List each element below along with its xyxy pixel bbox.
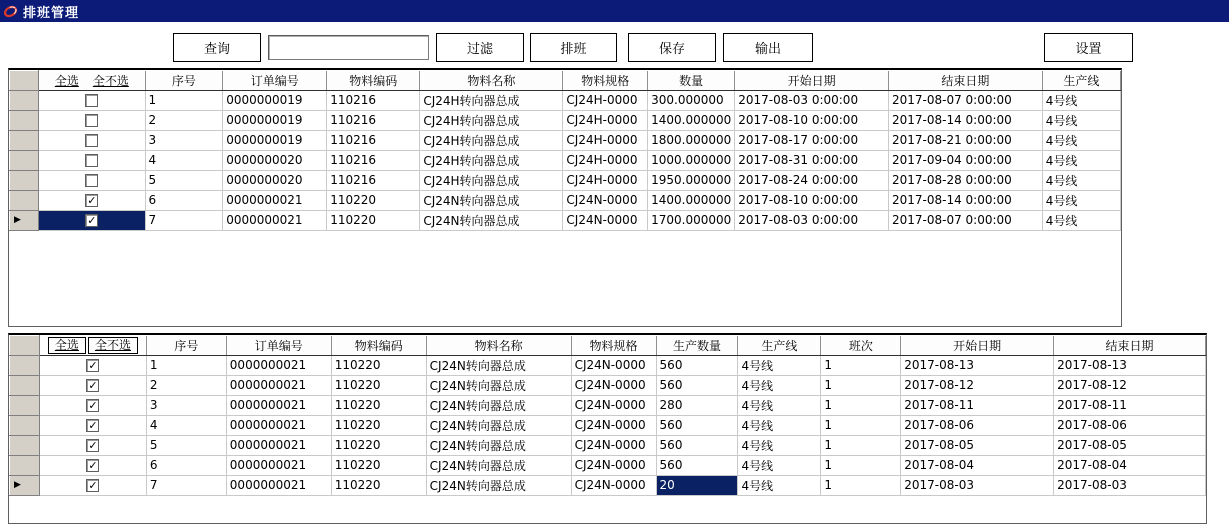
column-header[interactable]: 序号 (145, 71, 223, 91)
cell[interactable]: 1000.000000 (648, 150, 735, 170)
cell[interactable]: 0000000019 (223, 110, 327, 130)
cell[interactable]: 2017-08-10 0:00:00 (735, 110, 889, 130)
orders-grid (8, 68, 1122, 327)
table-row (10, 150, 1121, 170)
cell[interactable]: 5 (145, 170, 223, 190)
cell[interactable]: 2017-08-21 0:00:00 (888, 130, 1042, 150)
cell[interactable]: 1 (145, 90, 223, 110)
query-button[interactable]: 查询 (173, 33, 261, 62)
cell[interactable]: 2017-08-13 (901, 355, 1054, 375)
cell[interactable]: 110220 (331, 415, 426, 435)
cell[interactable]: 2 (146, 375, 226, 395)
cell[interactable]: 4号线 (1042, 210, 1120, 230)
cell[interactable]: 0000000020 (223, 170, 327, 190)
column-header[interactable]: 开始日期 (735, 71, 889, 91)
cell[interactable]: 6 (146, 455, 226, 475)
output-button[interactable]: 输出 (723, 33, 813, 62)
cell[interactable]: 7 (145, 210, 223, 230)
cell[interactable]: 1800.000000 (648, 130, 735, 150)
row-header[interactable] (10, 475, 40, 495)
row-header[interactable] (10, 150, 39, 170)
row-header[interactable] (10, 455, 40, 475)
select-all-link[interactable]: 全选 (54, 73, 79, 88)
checkbox-cell[interactable] (39, 475, 146, 495)
cell[interactable]: 110220 (327, 190, 420, 210)
checkbox-cell[interactable] (39, 130, 145, 150)
cell[interactable]: 6 (145, 190, 223, 210)
cell[interactable]: CJ24H转向器总成 (420, 110, 563, 130)
table-row (10, 415, 1206, 435)
cell[interactable]: CJ24N转向器总成 (426, 475, 571, 495)
row-checkbox[interactable]: ✓ (87, 194, 97, 207)
row-header[interactable] (10, 395, 40, 415)
cell[interactable]: 2017-08-11 (901, 395, 1054, 415)
cell[interactable]: 5 (146, 435, 226, 455)
cell[interactable]: 560 (656, 455, 738, 475)
cell[interactable]: CJ24N转向器总成 (426, 415, 571, 435)
cell[interactable]: 1 (146, 355, 226, 375)
cell[interactable]: 2017-08-03 (901, 475, 1054, 495)
cell[interactable]: 4号线 (1042, 170, 1120, 190)
cell[interactable]: 2017-08-12 (1054, 375, 1206, 395)
cell[interactable]: 3 (145, 130, 223, 150)
cell[interactable]: CJ24N-0000 (571, 435, 656, 455)
row-header[interactable] (10, 210, 39, 230)
row-checkbox[interactable]: ✓ (88, 479, 98, 492)
table-row (10, 375, 1206, 395)
cell[interactable]: 560 (656, 355, 738, 375)
cell[interactable]: CJ24N转向器总成 (426, 395, 571, 415)
window-titlebar (0, 0, 1229, 22)
cell[interactable]: 2017-08-24 0:00:00 (735, 170, 889, 190)
cell[interactable]: 4号线 (738, 375, 821, 395)
cell[interactable]: 2017-08-14 0:00:00 (888, 110, 1042, 130)
cell[interactable]: CJ24N转向器总成 (426, 455, 571, 475)
cell[interactable]: CJ24H转向器总成 (420, 90, 563, 110)
cell[interactable]: 0000000021 (226, 375, 331, 395)
column-header[interactable]: 开始日期 (901, 336, 1054, 356)
cell[interactable]: 1 (821, 435, 901, 455)
search-input[interactable] (268, 35, 429, 60)
cell[interactable]: 560 (656, 415, 738, 435)
cell[interactable]: 2017-08-03 0:00:00 (735, 90, 889, 110)
schedule-button[interactable]: 排班 (530, 33, 617, 62)
grid-corner-cell (10, 71, 39, 91)
column-header[interactable]: 物料编码 (331, 336, 426, 356)
grid-header-row (10, 71, 1121, 91)
cell[interactable]: 2017-08-06 (1054, 415, 1206, 435)
settings-button[interactable]: 设置 (1044, 33, 1133, 62)
cell[interactable]: CJ24H-0000 (563, 90, 648, 110)
row-header[interactable] (10, 110, 39, 130)
cell[interactable]: 4号线 (1042, 90, 1120, 110)
checkbox-cell[interactable] (39, 90, 145, 110)
table-row (10, 475, 1206, 495)
cell[interactable]: 2017-08-03 (1054, 475, 1206, 495)
cell[interactable]: 2017-08-04 (901, 455, 1054, 475)
row-header[interactable] (10, 415, 40, 435)
cell[interactable]: 0000000021 (226, 435, 331, 455)
cell[interactable]: 300.000000 (648, 90, 735, 110)
cell[interactable]: 110220 (331, 455, 426, 475)
cell[interactable]: 1400.000000 (648, 190, 735, 210)
cell[interactable]: CJ24H-0000 (563, 130, 648, 150)
cell[interactable]: CJ24H-0000 (563, 150, 648, 170)
cell[interactable]: CJ24H转向器总成 (420, 130, 563, 150)
select-column-header (39, 336, 146, 356)
cell[interactable]: 2017-08-07 0:00:00 (888, 210, 1042, 230)
cell[interactable]: 0000000021 (223, 210, 327, 230)
cell[interactable]: 1 (821, 355, 901, 375)
deselect-all-link[interactable]: 全不选 (92, 73, 129, 88)
cell[interactable]: 1 (821, 415, 901, 435)
current-row-marker-icon: ▶ (14, 215, 21, 225)
cell[interactable]: 2017-08-28 0:00:00 (888, 170, 1042, 190)
cell[interactable]: 110216 (327, 110, 420, 130)
row-header[interactable] (10, 375, 40, 395)
cell[interactable]: 1 (821, 395, 901, 415)
cell[interactable]: CJ24N-0000 (571, 455, 656, 475)
cell[interactable]: 4号线 (738, 435, 821, 455)
cell[interactable]: 4号线 (1042, 150, 1120, 170)
cell[interactable]: 110220 (331, 375, 426, 395)
column-header[interactable]: 订单编号 (226, 336, 331, 356)
cell[interactable]: 1 (821, 455, 901, 475)
row-checkbox[interactable]: ✓ (88, 459, 98, 472)
row-checkbox[interactable]: ✓ (88, 439, 98, 452)
column-header[interactable]: 生产数量 (656, 336, 738, 356)
row-checkbox[interactable]: ✓ (88, 359, 98, 372)
column-header[interactable]: 结束日期 (1054, 336, 1206, 356)
grid-header-row (10, 336, 1206, 356)
cell[interactable]: 4 (145, 150, 223, 170)
checkbox-cell[interactable] (39, 435, 146, 455)
row-header[interactable] (10, 130, 39, 150)
cell[interactable]: 4号线 (738, 395, 821, 415)
cell[interactable]: CJ24N-0000 (571, 375, 656, 395)
cell[interactable]: 4 (146, 415, 226, 435)
cell[interactable]: 2017-08-12 (901, 375, 1054, 395)
cell[interactable]: 2017-09-04 0:00:00 (888, 150, 1042, 170)
cell[interactable]: 110220 (331, 395, 426, 415)
column-header[interactable]: 订单编号 (223, 71, 327, 91)
cell[interactable]: 4号线 (738, 475, 821, 495)
cell[interactable]: 2017-08-04 (1054, 455, 1206, 475)
select-all-link[interactable]: 全选 (48, 337, 86, 354)
column-header[interactable]: 序号 (146, 336, 226, 356)
row-checkbox[interactable]: ✓ (87, 214, 97, 227)
checkbox-cell[interactable] (39, 190, 145, 210)
cell[interactable]: CJ24N-0000 (563, 190, 648, 210)
cell[interactable]: CJ24H转向器总成 (420, 170, 563, 190)
cell[interactable]: 0000000021 (226, 455, 331, 475)
cell[interactable]: CJ24N-0000 (571, 415, 656, 435)
row-header[interactable] (10, 90, 39, 110)
cell[interactable]: 0000000019 (223, 90, 327, 110)
deselect-all-link[interactable]: 全不选 (88, 337, 138, 354)
current-row-marker-icon: ▶ (14, 480, 21, 490)
cell[interactable]: CJ24N转向器总成 (426, 355, 571, 375)
cell[interactable]: 2017-08-07 0:00:00 (888, 90, 1042, 110)
cell[interactable]: 0000000021 (226, 475, 331, 495)
column-header[interactable]: 生产线 (1042, 71, 1120, 91)
table-row (10, 210, 1121, 230)
cell[interactable]: 2017-08-14 0:00:00 (888, 190, 1042, 210)
cell[interactable]: 4号线 (1042, 130, 1120, 150)
cell[interactable]: 1950.000000 (648, 170, 735, 190)
checkbox-cell[interactable] (39, 110, 145, 130)
cell[interactable]: 0000000021 (226, 395, 331, 415)
checkbox-cell[interactable] (39, 455, 146, 475)
cell[interactable]: 2017-08-06 (901, 415, 1054, 435)
select-column-header (39, 71, 145, 91)
cell[interactable]: 110216 (327, 170, 420, 190)
column-header[interactable]: 生产线 (738, 336, 821, 356)
cell[interactable]: 2017-08-05 (1054, 435, 1206, 455)
cell[interactable]: 110216 (327, 150, 420, 170)
cell[interactable]: 2017-08-31 0:00:00 (735, 150, 889, 170)
cell[interactable]: 0000000019 (223, 130, 327, 150)
cell[interactable]: 1400.000000 (648, 110, 735, 130)
save-button[interactable]: 保存 (628, 33, 716, 62)
checkbox-cell[interactable] (39, 170, 145, 190)
cell[interactable]: 2 (145, 110, 223, 130)
cell[interactable]: 110220 (331, 435, 426, 455)
cell[interactable]: 4号线 (738, 455, 821, 475)
window-title: 排班管理 (23, 5, 80, 21)
column-header[interactable]: 物料名称 (420, 71, 563, 91)
row-checkbox[interactable] (85, 174, 98, 187)
cell[interactable]: CJ24H转向器总成 (420, 150, 563, 170)
table-row (10, 130, 1121, 150)
cell[interactable]: 110216 (327, 130, 420, 150)
cell[interactable]: 3 (146, 395, 226, 415)
row-header[interactable] (10, 435, 40, 455)
row-checkbox[interactable] (85, 94, 98, 107)
cell[interactable]: CJ24N-0000 (563, 210, 648, 230)
table-row (10, 455, 1206, 475)
data-grid-table (9, 335, 1206, 496)
cell[interactable]: 2017-08-03 0:00:00 (735, 210, 889, 230)
cell[interactable]: 1 (821, 375, 901, 395)
cell[interactable]: 110220 (331, 475, 426, 495)
cell[interactable]: 2017-08-17 0:00:00 (735, 130, 889, 150)
cell[interactable]: CJ24N-0000 (571, 475, 656, 495)
row-checkbox[interactable]: ✓ (88, 399, 98, 412)
checkbox-cell[interactable] (39, 210, 145, 230)
row-checkbox[interactable]: ✓ (88, 419, 98, 432)
filter-button[interactable]: 过滤 (436, 33, 524, 62)
cell[interactable]: CJ24H-0000 (563, 170, 648, 190)
cell[interactable]: 2017-08-11 (1054, 395, 1206, 415)
column-header[interactable]: 物料规格 (571, 336, 656, 356)
data-grid-table (9, 70, 1121, 231)
row-checkbox[interactable] (85, 154, 98, 167)
cell[interactable]: 110220 (331, 355, 426, 375)
column-header[interactable]: 结束日期 (888, 71, 1042, 91)
cell[interactable]: CJ24N转向器总成 (420, 190, 563, 210)
cell[interactable]: 0000000021 (226, 355, 331, 375)
column-header[interactable]: 班次 (821, 336, 901, 356)
cell[interactable]: 20 (656, 475, 738, 495)
cell[interactable]: CJ24H-0000 (563, 110, 648, 130)
cell[interactable]: CJ24N转向器总成 (426, 435, 571, 455)
cell[interactable]: 4号线 (738, 415, 821, 435)
cell[interactable]: CJ24N-0000 (571, 395, 656, 415)
row-checkbox[interactable] (85, 114, 98, 127)
checkbox-cell[interactable] (39, 415, 146, 435)
row-header[interactable] (10, 170, 39, 190)
table-row (10, 90, 1121, 110)
table-row (10, 435, 1206, 455)
cell[interactable]: 560 (656, 375, 738, 395)
cell[interactable]: 2017-08-05 (901, 435, 1054, 455)
row-checkbox[interactable] (85, 134, 98, 147)
row-header[interactable] (10, 355, 40, 375)
cell[interactable]: CJ24N-0000 (571, 355, 656, 375)
row-header[interactable] (10, 190, 39, 210)
column-header[interactable]: 物料规格 (563, 71, 648, 91)
cell[interactable]: 4号线 (1042, 110, 1120, 130)
column-header[interactable]: 物料名称 (426, 336, 571, 356)
cell[interactable]: 110216 (327, 90, 420, 110)
table-row (10, 190, 1121, 210)
schedule-grid (8, 333, 1207, 524)
cell[interactable]: 0000000021 (226, 415, 331, 435)
cell[interactable]: 4号线 (1042, 190, 1120, 210)
app-icon (3, 4, 18, 19)
cell[interactable]: 560 (656, 435, 738, 455)
cell[interactable]: CJ24N转向器总成 (420, 210, 563, 230)
cell[interactable]: 2017-08-13 (1054, 355, 1206, 375)
table-row (10, 355, 1206, 375)
cell[interactable]: 0000000020 (223, 150, 327, 170)
row-checkbox[interactable]: ✓ (88, 379, 98, 392)
checkbox-cell[interactable] (39, 355, 146, 375)
column-header[interactable]: 物料编码 (327, 71, 420, 91)
table-row (10, 170, 1121, 190)
checkbox-cell[interactable] (39, 150, 145, 170)
cell[interactable]: 0000000021 (223, 190, 327, 210)
cell[interactable]: 1700.000000 (648, 210, 735, 230)
checkbox-cell[interactable] (39, 395, 146, 415)
cell[interactable]: 110220 (327, 210, 420, 230)
cell[interactable]: 1 (821, 475, 901, 495)
table-row (10, 110, 1121, 130)
column-header[interactable]: 数量 (648, 71, 735, 91)
table-row (10, 395, 1206, 415)
cell[interactable]: 4号线 (738, 355, 821, 375)
cell[interactable]: 7 (146, 475, 226, 495)
grid-corner-cell (10, 336, 40, 356)
checkbox-cell[interactable] (39, 375, 146, 395)
cell[interactable]: 280 (656, 395, 738, 415)
cell[interactable]: 2017-08-10 0:00:00 (735, 190, 889, 210)
cell[interactable]: CJ24N转向器总成 (426, 375, 571, 395)
